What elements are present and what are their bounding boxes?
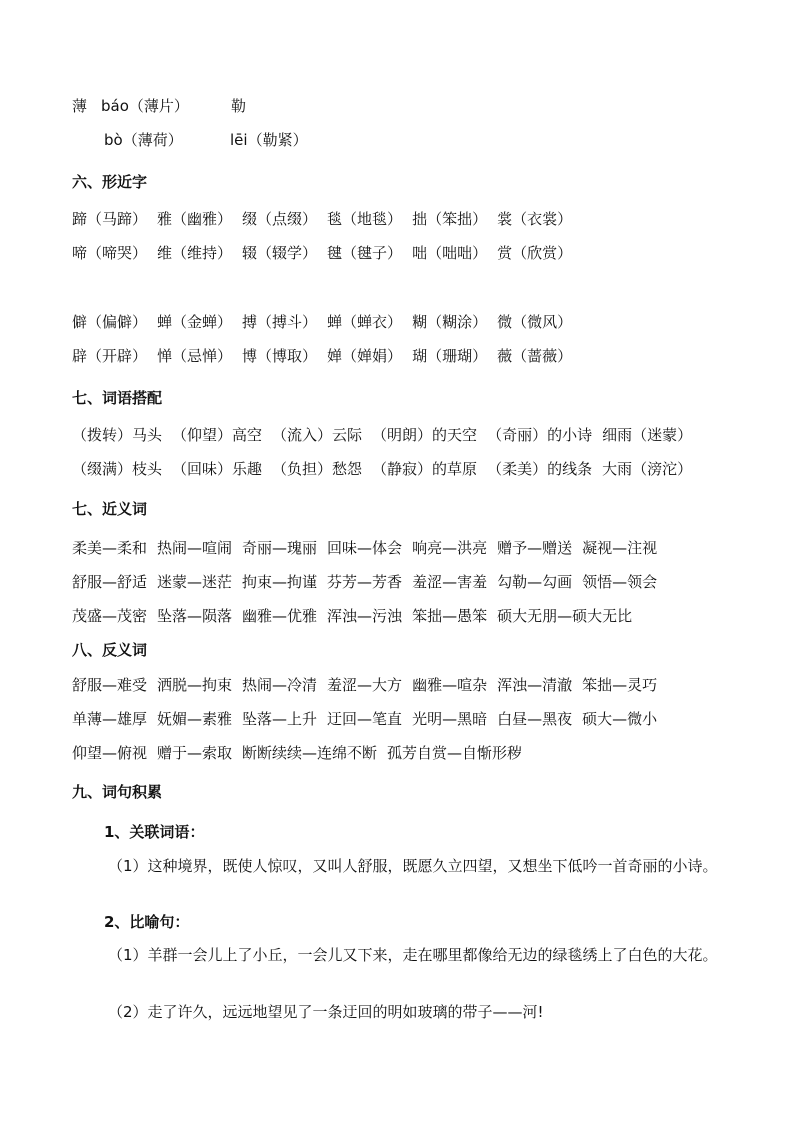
- sec7b-item: 羞涩—害羞: [412, 573, 488, 591]
- sec7b-row: [72, 606, 632, 626]
- sec7b-item: 舒服—舒适: [72, 573, 148, 591]
- section-6-title: 六、形近字: [72, 173, 148, 191]
- sec7b-row: [72, 572, 657, 592]
- polyphone-char-bao: 薄: [72, 97, 88, 115]
- sec8-item: 断断续续—连绵不断: [242, 744, 378, 762]
- sec8-item: 单薄—雄厚: [72, 710, 148, 728]
- sec6-item: 拙（笨拙）: [412, 210, 488, 228]
- sec6-row: [72, 312, 572, 332]
- sec8-row: [72, 675, 657, 695]
- sec6-row: [72, 243, 572, 263]
- sec7b-item: 赠予—赠送: [497, 539, 573, 557]
- sec8-item: 舒服—难受: [72, 676, 148, 694]
- sec6-item: 蝉（蝉衣）: [327, 313, 403, 331]
- sec8-item: 仰望—俯视: [72, 744, 148, 762]
- sec8-item: 羞涩—大方: [327, 676, 403, 694]
- sec7b-item: 拘束—拘谨: [242, 573, 318, 591]
- sec8-row: [72, 743, 522, 763]
- sec7b-item: 热闹—喧闹: [157, 539, 233, 557]
- sec7b-item: 响亮—洪亮: [412, 539, 488, 557]
- sec6-row: [72, 346, 572, 366]
- sec6-item: 赏（欣赏）: [497, 244, 573, 262]
- sec6-item: 毽（毽子）: [327, 244, 403, 262]
- sec6-item: 搏（搏斗）: [242, 313, 318, 331]
- sec6-item: 咄（咄咄）: [412, 244, 488, 262]
- sec7b-item: 迷蒙—迷茫: [157, 573, 233, 591]
- sec7b-item: 坠落—陨落: [157, 607, 233, 625]
- sec7b-item: 凝视—注视: [582, 539, 658, 557]
- sec8-item: 硕大—微小: [582, 710, 658, 728]
- sec7b-item: 芬芳—芳香: [327, 573, 403, 591]
- sec7a-item: 大雨（滂沱）: [602, 460, 693, 478]
- subsection-conjunctions: 1、关联词语：: [104, 823, 205, 841]
- sec7a-item: （柔美）的线条: [487, 460, 593, 478]
- sec6-item: 毯（地毯）: [327, 210, 403, 228]
- sec7b-item: 勾勒—勾画: [497, 573, 573, 591]
- sec7b-item: 茂盛—茂密: [72, 607, 148, 625]
- sec8-item: 孤芳自赏—自惭形秽: [387, 744, 523, 762]
- sec8-item: 迂回—笔直: [327, 710, 403, 728]
- sec7a-item: （回味）乐趣: [172, 460, 263, 478]
- sec7a-item: （负担）愁怨: [272, 460, 363, 478]
- section-8-title: 八、反义词: [72, 641, 148, 659]
- sec6-item: 微（微风）: [497, 313, 573, 331]
- sec6-item: 薇（蔷薇）: [497, 347, 573, 365]
- reading-bo: bò（薄荷）: [104, 131, 183, 149]
- sec6-item: 蹄（马蹄）: [72, 210, 148, 228]
- sec7b-item: 笨拙—愚笨: [412, 607, 488, 625]
- sec7a-item: （流入）云际: [272, 426, 363, 444]
- sec8-item: 幽雅—喧杂: [412, 676, 488, 694]
- sec7b-item: 柔美—柔和: [72, 539, 148, 557]
- sec8-row: [72, 709, 657, 729]
- example-sentence-3: （2）走了许久，远远地望见了一条迂回的明如玻璃的带子——河!: [108, 1003, 544, 1021]
- sec7a-item: （静寂）的草原: [372, 460, 478, 478]
- polyphone-row-1: [72, 96, 246, 116]
- sec7a-row: [72, 459, 692, 479]
- sec7b-row: [72, 538, 657, 558]
- sec6-item: 辟（开辟）: [72, 347, 148, 365]
- sec6-item: 博（博取）: [242, 347, 318, 365]
- sec8-item: 光明—黑暗: [412, 710, 488, 728]
- sec6-item: 瑚（珊瑚）: [412, 347, 488, 365]
- sec8-item: 赠于—索取: [157, 744, 233, 762]
- sec8-item: 热闹—冷清: [242, 676, 318, 694]
- section-7-collocation-title: 七、词语搭配: [72, 389, 163, 407]
- section-9-title: 九、词句积累: [72, 783, 163, 801]
- sec6-item: 缀（点缀）: [242, 210, 318, 228]
- subsection-metaphors: 2、比喻句：: [104, 913, 190, 931]
- sec6-item: 啼（啼哭）: [72, 244, 148, 262]
- sec7b-item: 领悟—领会: [582, 573, 658, 591]
- sec7b-item: 幽雅—优雅: [242, 607, 318, 625]
- sec6-row: [72, 209, 572, 229]
- sec6-item: 婵（婵娟）: [327, 347, 403, 365]
- example-sentence-1: （1）这种境界，既使人惊叹，又叫人舒服，既愿久立四望，又想坐下低吟一首奇丽的小诗。: [108, 857, 718, 875]
- sec7a-item: （明朗）的天空: [372, 426, 478, 444]
- sec8-item: 坠落—上升: [242, 710, 318, 728]
- sec7a-item: （奇丽）的小诗: [487, 426, 593, 444]
- sec6-item: 裳（衣裳）: [497, 210, 573, 228]
- polyphone-row-2: [104, 130, 308, 150]
- sec8-item: 白昼—黑夜: [497, 710, 573, 728]
- sec7b-item: 硕大无朋—硕大无比: [497, 607, 633, 625]
- sec8-item: 洒脱—拘束: [157, 676, 233, 694]
- polyphone-char-lei: 勒: [231, 97, 247, 115]
- sec7b-item: 浑浊—污浊: [327, 607, 403, 625]
- sec6-item: 雅（幽雅）: [157, 210, 233, 228]
- sec6-item: 僻（偏僻）: [72, 313, 148, 331]
- section-7-synonyms-title: 七、近义词: [72, 500, 148, 518]
- sec8-item: 笨拙—灵巧: [582, 676, 658, 694]
- example-sentence-2: （1）羊群一会儿上了小丘，一会儿又下来，走在哪里都像给无边的绿毯绣上了白色的大花。: [108, 946, 718, 964]
- sec8-item: 妩媚—素雅: [157, 710, 233, 728]
- sec6-item: 辍（辍学）: [242, 244, 318, 262]
- reading-lei: lēi（勒紧）: [230, 131, 308, 149]
- sec7a-item: （缀满）枝头: [72, 460, 163, 478]
- sec7a-row: [72, 425, 692, 445]
- reading-bao: báo（薄片）: [101, 97, 189, 115]
- sec6-item: 惮（忌惮）: [157, 347, 233, 365]
- sec7a-item: （仰望）高空: [172, 426, 263, 444]
- sec7b-item: 回味—体会: [327, 539, 403, 557]
- sec7b-item: 奇丽—瑰丽: [242, 539, 318, 557]
- sec7a-item: 细雨（迷蒙）: [602, 426, 693, 444]
- sec6-item: 糊（糊涂）: [412, 313, 488, 331]
- sec6-item: 蝉（金蝉）: [157, 313, 233, 331]
- sec6-item: 维（维持）: [157, 244, 233, 262]
- sec8-item: 浑浊—清澈: [497, 676, 573, 694]
- sec7a-item: （拨转）马头: [72, 426, 163, 444]
